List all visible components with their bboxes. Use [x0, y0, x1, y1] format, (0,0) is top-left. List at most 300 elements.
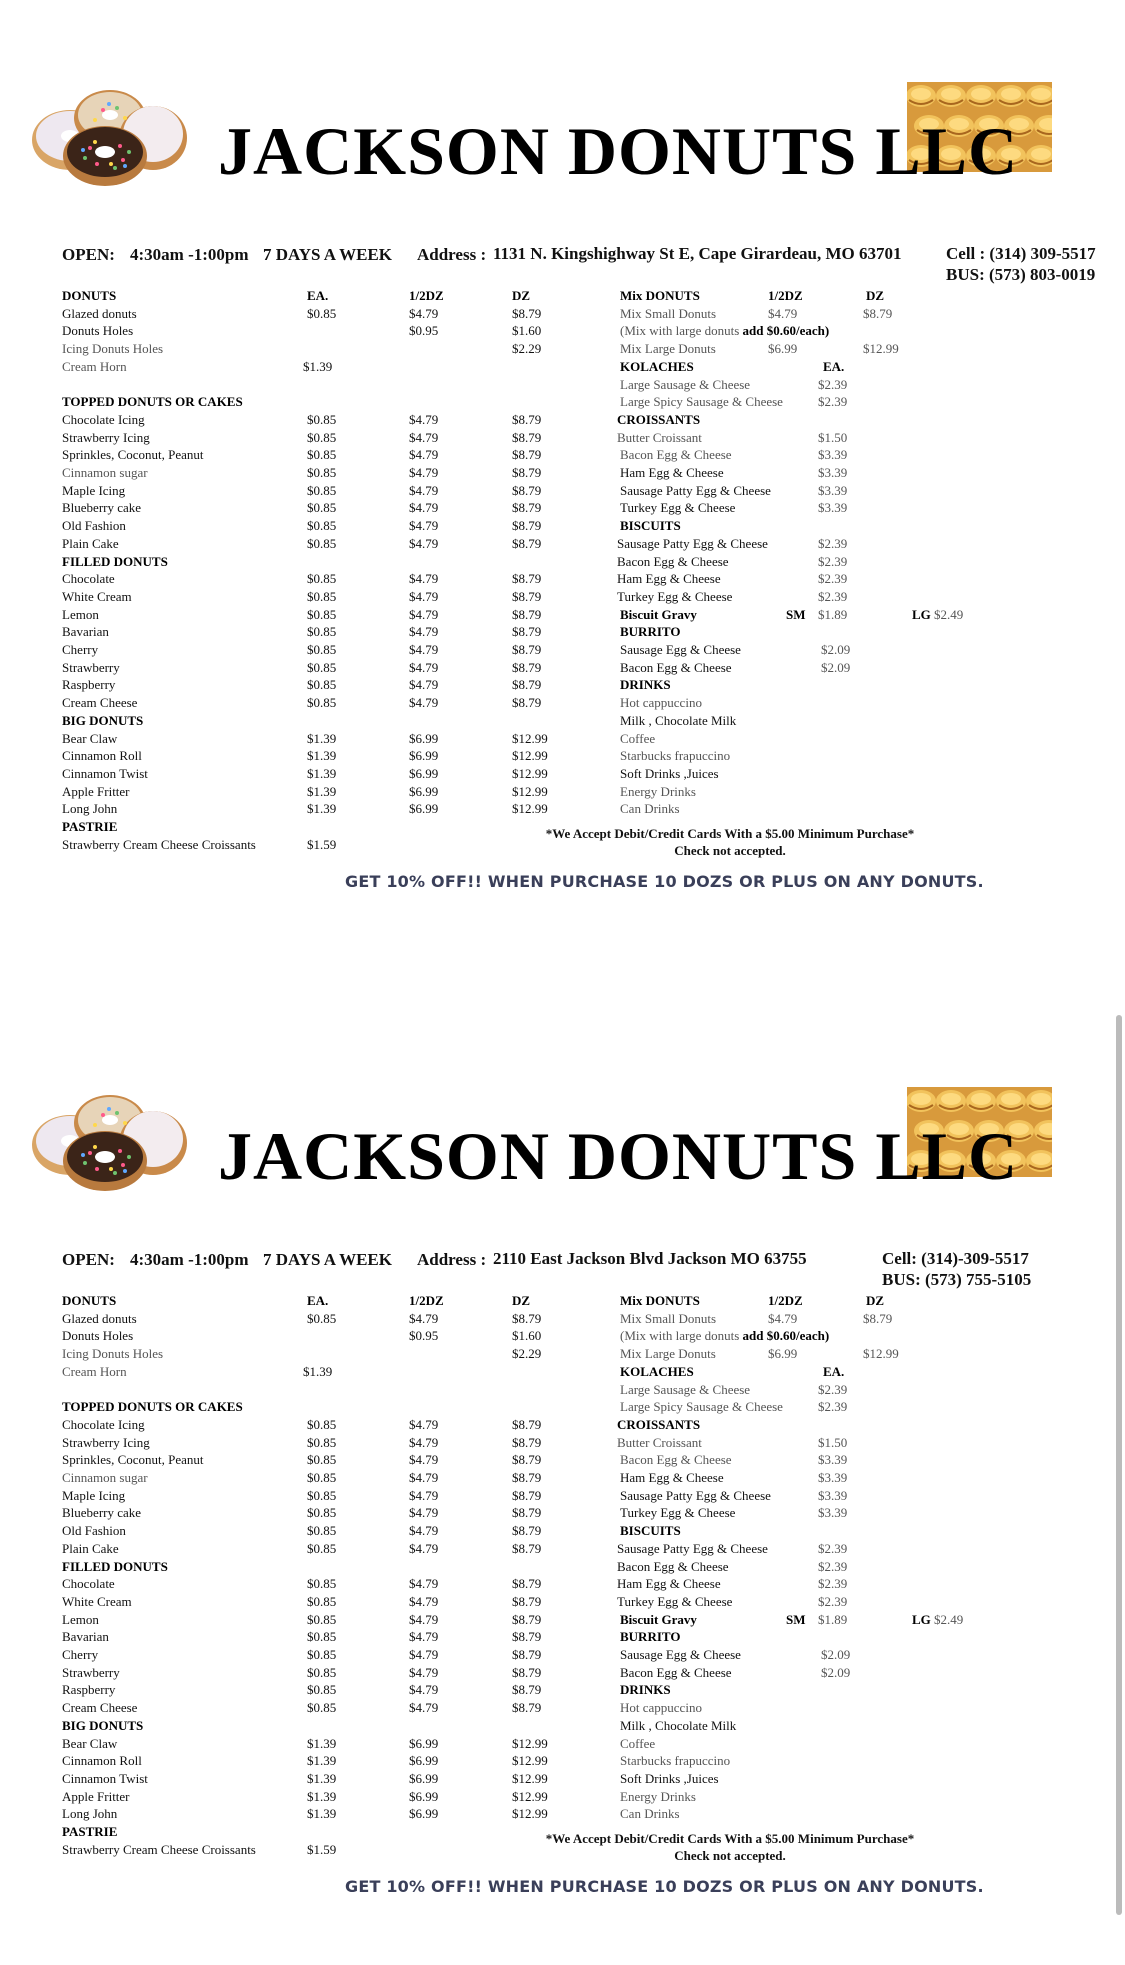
price-dozen: $12.99 — [512, 801, 548, 817]
price-dozen: $8.79 — [512, 411, 542, 427]
price-dozen: $12.99 — [512, 1806, 548, 1822]
menu-item-name: FILLED DONUTS — [62, 1558, 168, 1574]
price-2: DZ — [866, 1293, 885, 1308]
price-each: $0.85 — [307, 1664, 337, 1680]
item-name: DRINKS — [620, 677, 671, 693]
menu-item-name — [620, 499, 735, 517]
item-name: Hot cappuccino — [620, 695, 702, 711]
dozen-header: DZ — [512, 1293, 531, 1308]
item-name: Energy Drinks — [620, 783, 696, 799]
item-extra: add $0.60/each) — [742, 323, 830, 339]
price-half-dozen: $6.99 — [409, 1806, 439, 1822]
address-label: Address : — [417, 1250, 487, 1269]
price-each: $0.85 — [307, 1611, 337, 1627]
menu-item-name: TOPPED DONUTS OR CAKES — [62, 394, 243, 410]
price-dozen: $8.79 — [512, 588, 542, 604]
menu-item-name — [620, 358, 694, 376]
menu-item-name — [620, 1469, 724, 1487]
price-1: $2.39 — [818, 394, 848, 410]
price-each: $1.39 — [307, 1806, 337, 1822]
price-1: $2.39 — [818, 535, 848, 551]
price-dozen: $8.79 — [512, 659, 542, 675]
menu-item-name: PASTRIE — [62, 1824, 118, 1839]
item-name: Can Drinks — [620, 1806, 680, 1822]
item-name: Large Sausage & Cheese — [620, 376, 751, 392]
menu-item-name: Chocolate Icing — [62, 1416, 145, 1432]
item-name: Sausage Patty Egg & Cheese — [617, 1540, 768, 1556]
price-each: $0.85 — [307, 1682, 337, 1698]
price-1: 1/2DZ — [768, 288, 803, 303]
price-2: $8.79 — [863, 1310, 893, 1326]
menu-item-name: Plain Cake — [62, 1540, 119, 1556]
item-name: BISCUITS — [620, 1523, 681, 1539]
bus-phone: BUS: (573) 803-0019 — [946, 265, 1096, 284]
price-each: $0.85 — [307, 588, 337, 604]
donuts-header: DONUTS — [62, 1293, 117, 1308]
price-each: $1.39 — [303, 1363, 333, 1379]
price-each: $0.85 — [307, 518, 337, 534]
menu-item-name: Chocolate — [62, 571, 115, 587]
menu-item-name — [620, 322, 829, 340]
item-name: Coffee — [620, 1735, 656, 1751]
menu-item-name: Apple Fritter — [62, 783, 130, 799]
price-each: $0.85 — [307, 1470, 337, 1485]
menu-item-name: Blueberry cake — [62, 500, 142, 516]
menu-item-name: Long John — [62, 1806, 118, 1822]
price-1: $2.39 — [818, 1381, 848, 1397]
menu-item-name — [620, 783, 696, 801]
price-half-dozen: $4.79 — [409, 1700, 439, 1716]
cell-phone: Cell: (314)-309-5517 — [882, 1249, 1029, 1268]
menu-item-name — [620, 659, 732, 677]
item-name: Mix Large Donuts — [620, 1346, 716, 1362]
menu-item-name — [620, 287, 700, 305]
price-2: $8.79 — [863, 305, 893, 321]
menu-item-name: Cinnamon Roll — [62, 1753, 142, 1769]
price-each: $0.85 — [307, 659, 337, 675]
menu-item-name — [620, 1363, 694, 1381]
menu-item-name — [620, 464, 724, 482]
menu-item-name: Sprinkles, Coconut, Peanut — [62, 1452, 204, 1468]
menu-item-name — [620, 712, 736, 730]
price-each: $0.85 — [307, 642, 337, 657]
menu-item-name — [620, 730, 655, 748]
menu-item-name: Maple Icing — [62, 482, 126, 498]
menu-item-name — [620, 1345, 716, 1363]
menu-item-name: Old Fashion — [62, 1523, 126, 1539]
price-1: $2.39 — [818, 1399, 848, 1415]
price-dozen: $8.79 — [512, 1470, 542, 1485]
menu-item-name — [620, 1381, 750, 1399]
price-half-dozen: $6.99 — [409, 1735, 439, 1751]
price-half-dozen: $4.79 — [409, 1452, 439, 1468]
price-each: $0.85 — [307, 1487, 337, 1503]
price-1: $1.50 — [818, 429, 848, 445]
menu-item-name: Icing Donuts Holes — [62, 1346, 164, 1362]
donuts-picture — [25, 78, 195, 188]
menu-item-name: BIG DONUTS — [62, 712, 144, 728]
menu-item-name: Lemon — [62, 1611, 99, 1627]
check-note: Check not accepted. — [674, 843, 786, 858]
menu-item-name — [620, 393, 783, 411]
price-dozen: $8.79 — [512, 1434, 542, 1450]
price-2: $12.99 — [863, 341, 899, 357]
price-dozen: $8.79 — [512, 1505, 542, 1521]
price-dozen: $8.79 — [512, 305, 542, 321]
open-label: OPEN: — [62, 1250, 115, 1269]
price-dozen: $8.79 — [512, 465, 542, 480]
price-dozen: $2.29 — [512, 1346, 542, 1362]
price-dozen: $8.79 — [512, 571, 542, 587]
price-dozen: $8.79 — [512, 518, 542, 534]
item-name: Mix DONUTS — [620, 288, 700, 303]
menu-item-name — [620, 1681, 671, 1699]
size-small-label: SM — [786, 1611, 806, 1627]
price-each: $1.39 — [303, 358, 333, 374]
item-name: Bacon Egg & Cheese — [620, 1664, 732, 1680]
price-dozen: $8.79 — [512, 695, 542, 711]
item-name: Large Sausage & Cheese — [620, 1381, 751, 1397]
payment-note: *We Accept Debit/Credit Cards With a $5.00 Minimum Purchase* — [545, 1831, 915, 1846]
menu-item-name: Strawberry Cream Cheese Croissants — [62, 836, 256, 852]
price-half-dozen: $4.79 — [409, 411, 439, 427]
price-1: $4.79 — [768, 305, 798, 321]
menu-item-name: Strawberry Cream Cheese Croissants — [62, 1841, 256, 1857]
menu-page — [0, 0, 1125, 960]
price-half-dozen: $4.79 — [409, 1611, 439, 1627]
price-half-dozen: $4.79 — [409, 606, 439, 622]
item-name: Ham Egg & Cheese — [620, 465, 724, 480]
menu-item-name: Glazed donuts — [62, 1310, 137, 1326]
price-each: $1.39 — [307, 730, 337, 746]
price-dozen: $8.79 — [512, 1452, 542, 1468]
price-half-dozen: $4.79 — [409, 695, 439, 711]
price-half-dozen: $6.99 — [409, 783, 439, 799]
item-name: Sausage Egg & Cheese — [620, 642, 741, 657]
price-each: $0.85 — [307, 624, 337, 640]
item-name: DRINKS — [620, 1682, 671, 1698]
item-name: Starbucks frapuccino — [620, 748, 731, 764]
menu-item-name — [620, 623, 680, 641]
promo-banner: GET 10% OFF!! WHEN PURCHASE 10 DOZS OR PLUS ON ANY DONUTS. — [345, 1877, 984, 1896]
price-dozen: $8.79 — [512, 1487, 542, 1503]
price-each: $1.39 — [307, 1753, 337, 1769]
item-name: Sausage Patty Egg & Cheese — [620, 1487, 771, 1503]
price-dozen: $8.79 — [512, 677, 542, 693]
item-name: Ham Egg & Cheese — [617, 571, 721, 587]
menu-item-name — [620, 676, 671, 694]
menu-item-name — [617, 429, 702, 447]
item-name: Butter Croissant — [617, 429, 702, 445]
menu-item-name: Cinnamon Twist — [62, 765, 148, 781]
item-name: Energy Drinks — [620, 1788, 696, 1804]
menu-item-name — [620, 765, 719, 783]
menu-item-name: Cream Cheese — [62, 695, 138, 711]
price-dozen: $8.79 — [512, 1310, 542, 1326]
item-extra: add $0.60/each) — [742, 1328, 830, 1344]
price-half-dozen: $4.79 — [409, 1540, 439, 1556]
half-dozen-header: 1/2DZ — [409, 288, 444, 303]
menu-item-name — [620, 340, 716, 358]
price-1: EA. — [823, 1363, 845, 1379]
menu-item-name: Donuts Holes — [62, 1328, 134, 1344]
item-name: Turkey Egg & Cheese — [620, 1505, 736, 1521]
price-1: $3.39 — [818, 1487, 848, 1503]
price-half-dozen: $4.79 — [409, 518, 439, 534]
item-name: BISCUITS — [620, 518, 681, 534]
price-half-dozen: $6.99 — [409, 748, 439, 764]
price-1: $2.39 — [818, 1558, 848, 1574]
price-half-dozen: $4.79 — [409, 500, 439, 516]
price-1: $2.39 — [818, 1540, 848, 1556]
price-dozen: $8.79 — [512, 1629, 542, 1645]
price-half-dozen: $6.99 — [409, 765, 439, 781]
price-half-dozen: $6.99 — [409, 801, 439, 817]
menu-item-name — [620, 1805, 680, 1823]
menu-item-name: Cinnamon Roll — [62, 748, 142, 764]
price-each: $0.85 — [307, 1505, 337, 1521]
price-dozen: $12.99 — [512, 783, 548, 799]
price-dozen: $8.79 — [512, 535, 542, 551]
item-name: BURRITO — [620, 624, 681, 640]
item-name: Bacon Egg & Cheese — [620, 1452, 732, 1468]
price-half-dozen: $4.79 — [409, 1593, 439, 1609]
price-dozen: $8.79 — [512, 447, 542, 463]
hours: 4:30am -1:00pm — [130, 245, 249, 264]
menu-item-name: Cinnamon sugar — [62, 1470, 148, 1485]
menu-item-name — [617, 1540, 768, 1558]
menu-item-name: Cream Horn — [62, 358, 127, 374]
menu-item-name: Sprinkles, Coconut, Peanut — [62, 447, 204, 463]
menu-item-name — [617, 1593, 732, 1611]
price-half-dozen: $4.79 — [409, 1647, 439, 1662]
price-each: $0.85 — [307, 677, 337, 693]
price-dozen: $1.60 — [512, 1328, 542, 1344]
menu-item-name — [620, 1752, 730, 1770]
price-dozen: $8.79 — [512, 642, 542, 657]
price-small: $1.89 — [818, 606, 848, 622]
price-half-dozen: $4.79 — [409, 465, 439, 480]
price-half-dozen: $4.79 — [409, 588, 439, 604]
item-name: Bacon Egg & Cheese — [620, 659, 732, 675]
price-dozen: $12.99 — [512, 730, 548, 746]
size-small-label: SM — [786, 606, 806, 622]
price-each: $0.85 — [307, 429, 337, 445]
price-1: $3.39 — [818, 447, 848, 463]
item-name: Milk , Chocolate Milk — [620, 1717, 737, 1733]
menu-item-name: Chocolate Icing — [62, 411, 145, 427]
menu-item-name: Cream Cheese — [62, 1700, 138, 1716]
price-half-dozen: $4.79 — [409, 1470, 439, 1485]
price-dozen: $8.79 — [512, 500, 542, 516]
item-name: (Mix with large donuts — [620, 1328, 743, 1344]
item-name: Butter Croissant — [617, 1434, 702, 1450]
menu-item-name: Maple Icing — [62, 1487, 126, 1503]
price-1: $2.39 — [818, 1576, 848, 1592]
menu-item-name — [620, 694, 702, 712]
menu-item-name: Bear Claw — [62, 1735, 118, 1751]
price-dozen: $8.79 — [512, 1523, 542, 1539]
price-each: $1.39 — [307, 801, 337, 817]
price-small: $1.89 — [818, 1611, 848, 1627]
price-half-dozen: $4.79 — [409, 482, 439, 498]
scrollbar[interactable] — [1116, 1015, 1122, 1915]
price-1: $3.39 — [818, 1505, 848, 1521]
payment-note: *We Accept Debit/Credit Cards With a $5.00 Minimum Purchase* — [545, 826, 915, 841]
address: 1131 N. Kingshighway St E, Cape Girardeau, MO 63701 — [493, 244, 902, 263]
days: 7 DAYS A WEEK — [263, 245, 392, 264]
menu-item-name — [620, 747, 730, 765]
item-name: Hot cappuccino — [620, 1700, 702, 1716]
menu-item-name: TOPPED DONUTS OR CAKES — [62, 1399, 243, 1415]
price-each: $0.85 — [307, 606, 337, 622]
item-name: Turkey Egg & Cheese — [617, 588, 733, 604]
price-each: $0.85 — [307, 695, 337, 711]
menu-item-name — [620, 305, 716, 323]
menu-item-name — [620, 517, 681, 535]
price-dozen: $8.79 — [512, 1682, 542, 1698]
price-each: $0.85 — [307, 482, 337, 498]
price-1: $2.09 — [821, 659, 851, 675]
menu-item-name — [620, 1310, 716, 1328]
price-half-dozen: $4.79 — [409, 1682, 439, 1698]
price-2: DZ — [866, 288, 885, 303]
menu-item-name: White Cream — [62, 588, 132, 604]
menu-item-name — [617, 1434, 702, 1452]
address: 2110 East Jackson Blvd Jackson MO 63755 — [493, 1249, 807, 1268]
menu-item-name: FILLED DONUTS — [62, 553, 168, 569]
price-each: $1.39 — [307, 1770, 337, 1786]
price-half-dozen: $4.79 — [409, 1505, 439, 1521]
item-name: Mix Large Donuts — [620, 341, 716, 357]
menu-item-name — [620, 446, 732, 464]
store-title: JACKSON DONUTS LLC — [218, 1118, 1019, 1194]
price-half-dozen: $4.79 — [409, 535, 439, 551]
item-name: Ham Egg & Cheese — [620, 1470, 724, 1485]
store-title: JACKSON DONUTS LLC — [218, 113, 1019, 189]
price-dozen: $8.79 — [512, 606, 542, 622]
menu-item-name — [620, 1699, 702, 1717]
price-dozen: $8.79 — [512, 1647, 542, 1662]
price-each: $0.85 — [307, 1540, 337, 1556]
item-name: Biscuit Gravy — [620, 606, 697, 622]
price-each: $0.85 — [307, 1310, 337, 1326]
price-dozen: $8.79 — [512, 1416, 542, 1432]
menu-item-name: Strawberry — [62, 659, 120, 675]
menu-item-name: Plain Cake — [62, 535, 119, 551]
item-name: Starbucks frapuccino — [620, 1753, 731, 1769]
item-name: (Mix with large donuts — [620, 323, 743, 339]
price-dozen: $12.99 — [512, 748, 548, 764]
menu-item-name: Raspberry — [62, 677, 116, 693]
menu-item-name: Raspberry — [62, 1682, 116, 1698]
price-half-dozen: $4.79 — [409, 305, 439, 321]
price-large: $2.49 — [934, 606, 964, 622]
price-1: $3.39 — [818, 465, 848, 480]
price-each: $0.85 — [307, 1629, 337, 1645]
price-dozen: $12.99 — [512, 1753, 548, 1769]
price-dozen: $8.79 — [512, 1700, 542, 1716]
price-half-dozen: $6.99 — [409, 730, 439, 746]
item-name: Coffee — [620, 730, 656, 746]
price-each: $1.59 — [307, 1841, 337, 1857]
menu-item-name — [617, 1558, 729, 1576]
days: 7 DAYS A WEEK — [263, 1250, 392, 1269]
menu-item-name — [617, 1416, 700, 1434]
menu-item-name — [620, 1522, 681, 1540]
menu-item-name — [620, 800, 680, 818]
menu-item-name — [620, 1770, 719, 1788]
item-name: CROISSANTS — [617, 411, 701, 427]
menu-item-name: Strawberry Icing — [62, 429, 150, 445]
item-name: Sausage Egg & Cheese — [620, 1647, 741, 1662]
item-name: Ham Egg & Cheese — [617, 1576, 721, 1592]
menu-item-name — [620, 1788, 696, 1806]
item-name: KOLACHES — [620, 358, 694, 374]
price-dozen: $8.79 — [512, 429, 542, 445]
address-label: Address : — [417, 245, 487, 264]
price-dozen: $8.79 — [512, 1664, 542, 1680]
price-1: $2.39 — [818, 376, 848, 392]
price-each: $0.85 — [307, 465, 337, 480]
menu-item-name — [620, 1398, 783, 1416]
menu-item-name — [617, 535, 768, 553]
price-1: $3.39 — [818, 1470, 848, 1485]
menu-item-name: Glazed donuts — [62, 305, 137, 321]
menu-item-name — [617, 411, 700, 429]
price-half-dozen: $4.79 — [409, 1310, 439, 1326]
price-dozen: $8.79 — [512, 1576, 542, 1592]
open-label: OPEN: — [62, 245, 115, 264]
menu-item-name — [620, 1504, 735, 1522]
menu-item-name — [617, 553, 729, 571]
menu-item-name — [620, 1717, 736, 1735]
price-each: $0.85 — [307, 1700, 337, 1716]
price-large: $2.49 — [934, 1611, 964, 1627]
menu-item-name — [617, 588, 732, 606]
price-half-dozen: $4.79 — [409, 1416, 439, 1432]
menu-item-name — [620, 1487, 771, 1505]
price-half-dozen: $4.79 — [409, 1576, 439, 1592]
menu-item-name — [620, 376, 750, 394]
price-half-dozen: $6.99 — [409, 1753, 439, 1769]
menu-item-name: Donuts Holes — [62, 323, 134, 339]
size-large-label: LG — [912, 1611, 931, 1627]
price-each: $1.39 — [307, 765, 337, 781]
price-each: $0.85 — [307, 447, 337, 463]
price-half-dozen: $4.79 — [409, 659, 439, 675]
price-half-dozen: $4.79 — [409, 642, 439, 657]
menu-item-name — [620, 1451, 732, 1469]
menu-page — [0, 1005, 1125, 1965]
item-name: Bacon Egg & Cheese — [620, 447, 732, 463]
menu-item-name: Cream Horn — [62, 1363, 127, 1379]
menu-item-name — [617, 1575, 721, 1593]
price-dozen: $2.29 — [512, 341, 542, 357]
menu-item-name: BIG DONUTS — [62, 1717, 144, 1733]
menu-item-name — [620, 1664, 732, 1682]
donuts-image — [25, 1083, 195, 1198]
price-dozen: $8.79 — [512, 1611, 542, 1627]
menu-item-name: Old Fashion — [62, 518, 126, 534]
menu-item-name: Lemon — [62, 606, 99, 622]
item-name: Bacon Egg & Cheese — [617, 553, 729, 569]
item-name: Milk , Chocolate Milk — [620, 712, 737, 728]
price-each: $1.59 — [307, 836, 337, 852]
price-1: $2.09 — [821, 1647, 851, 1662]
price-each: $0.85 — [307, 411, 337, 427]
price-each: $0.85 — [307, 305, 337, 321]
